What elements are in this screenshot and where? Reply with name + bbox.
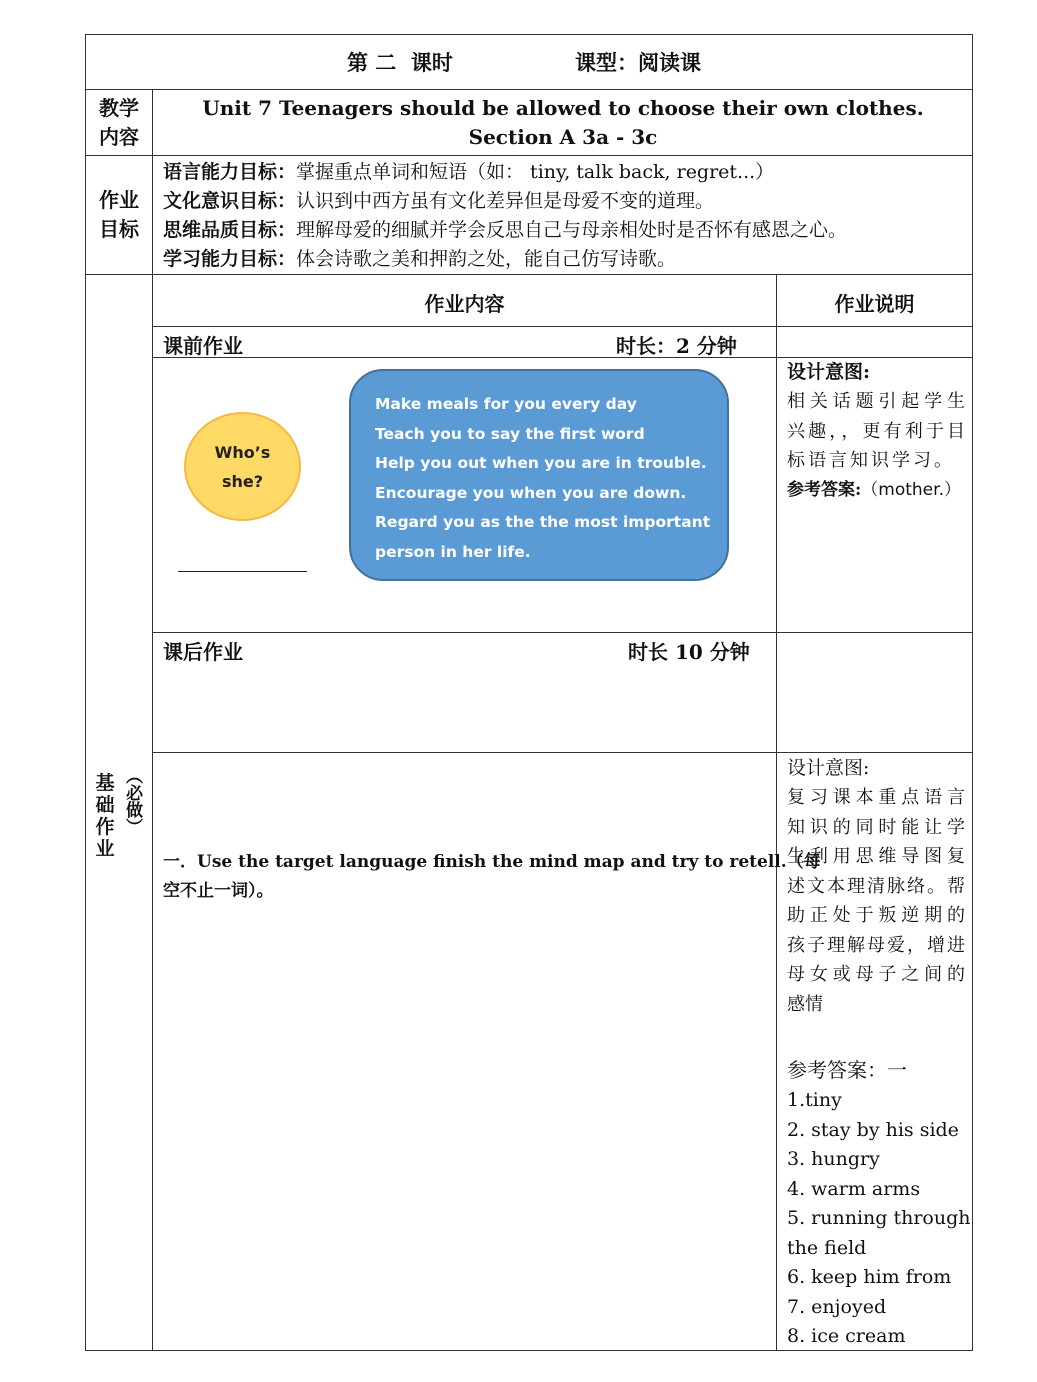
task1-answers [787,1086,971,1352]
notes-column-header: 作业说明 [834,292,915,316]
answer-item: 1.tiny [787,1089,842,1111]
goals-label: 作业 目标 [99,188,139,241]
content-column-header: 作业内容 [424,292,505,316]
goal-language: 语言能力目标：掌握重点单词和短语（如： tiny, talk back, regret...） [163,161,775,183]
answer-item: 3. hungry [787,1148,880,1170]
after-class-title: 课后作业 [163,640,243,664]
answer-blank-line [178,571,307,572]
answer-item: the field [787,1236,867,1259]
table-rule [85,274,973,275]
after-class-duration: 时长 10 分钟 [628,640,750,664]
task1-note-title: 设计意图: [787,757,870,779]
goal-thinking: 思维品质目标：理解母爱的细腻并学会反思自己与母亲相处时是否怀有感恩之心。 [163,219,848,241]
pre-class-title: 课前作业 [163,334,243,358]
whos-she-circle: Who’s she? [184,412,301,521]
pre-class-answer: 参考答案:（mother.） [787,480,961,500]
answer-item: 4. warm arms [787,1177,921,1200]
task1-instruction: 一．Use the target language finish the mind map and try to retell.（每 空不止一词）。 [163,852,821,901]
pre-class-note: 相关话题引起学生 兴趣，，更有利于目 标语言知识学习。 [787,391,965,471]
goal-culture: 文化意识目标：认识到中西方虽有文化差异但是母爱不变的道理。 [163,190,715,212]
task1-answer-title: 参考答案：一 [787,1058,907,1082]
lesson-type: 课型：阅读课 [575,50,701,75]
lesson-number: 第 二 课时 [347,50,453,75]
answer-item: 8. ice cream [787,1325,906,1347]
table-rule [152,326,973,327]
answer-item: 2. stay by his side [787,1118,959,1141]
table-col-divider [776,274,777,1351]
task1-note: 复习课本重点语言 知识的同时能让学 生利用思维导图复 述文本理清脉络。帮 助正处于叛逆期的 孩子理解母爱，增进 母女或母子之间的 感情 [787,787,965,1015]
table-rule [152,752,973,753]
table-col-divider [152,89,153,1351]
answer-item: 7. enjoyed [787,1295,887,1318]
pre-class-note-title: 设计意图: [787,361,871,383]
pre-class-duration: 时长：2 分钟 [616,334,737,358]
table-rule [152,632,973,633]
table-border-right [972,34,973,1351]
required-label: （必做） [122,767,142,835]
section-title: Section A 3a - 3c [468,125,658,149]
answer-item: 6. keep him from [787,1266,952,1288]
goal-learning: 学习能力目标：体会诗歌之美和押韵之处，能自己仿写诗歌。 [163,248,677,270]
clue-bubble: Make meals for you every day Teach you to say the first word Help you out when you are in trouble. Encourage you when you are down. Regard you as the the most important person in her life. [349,369,729,581]
teaching-label: 教学 内容 [99,96,139,149]
table-rule [85,155,973,156]
table-border-top [85,34,973,35]
answer-item: 5. running through [787,1207,971,1229]
table-rule [85,89,973,90]
unit-title: Unit 7 Teenagers should be allowed to choose their own clothes. [202,96,924,120]
basic-homework-label: 基础作业 [95,772,115,860]
